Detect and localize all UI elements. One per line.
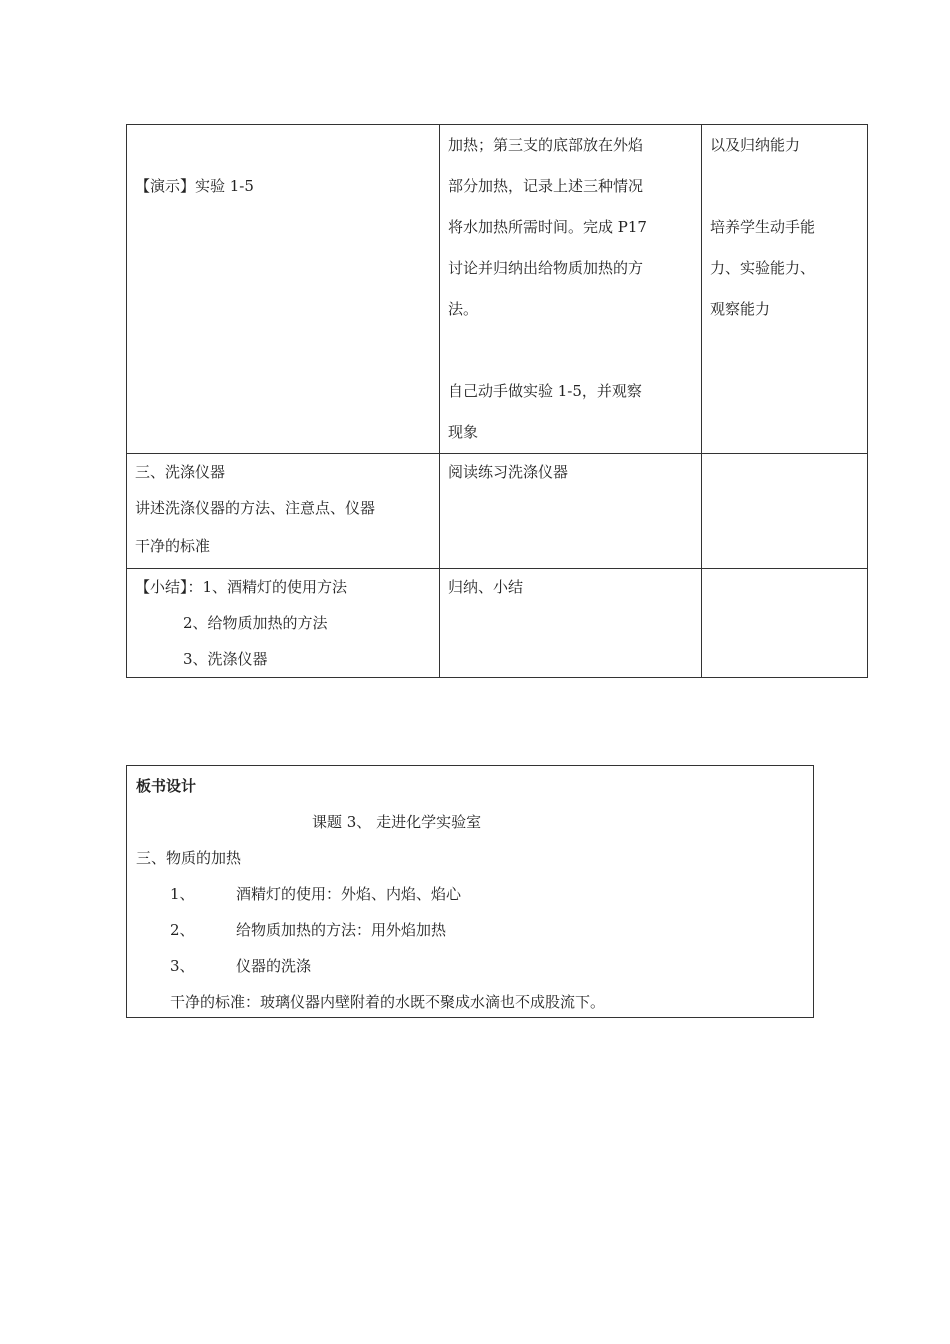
summary-line: 【小结】：1、酒精灯的使用方法 [135,578,348,596]
summary-line: 2、给物质加热的方法 [183,614,328,632]
table-cell [702,125,868,454]
board-section: 三、物质的加热 [136,849,242,867]
board-item-number: 2、 [170,921,195,939]
table-cell [127,569,440,678]
cell-line: 讨论并归纳出给物质加热的方 [448,259,644,277]
board-item-text: 仪器的洗涤 [236,957,312,975]
summary-line: 3、洗涤仪器 [183,650,268,668]
board-item-text: 酒精灯的使用：外焰、内焰、焰心 [236,885,462,903]
board-item [136,912,804,948]
table-cell [440,454,702,569]
board-design-box [126,765,814,1018]
cell-line: 力、实验能力、 [710,259,816,277]
board-item-number: 3、 [170,957,195,975]
board-item [136,876,804,912]
cell-line: 以及归纳能力 [710,136,801,154]
cell-line: 现象 [448,423,479,441]
table-cell [440,125,702,454]
table-row [127,125,868,454]
cell-line: 加热；第三支的底部放在外焰 [448,136,644,154]
lesson-table [126,124,868,678]
section-heading: 三、洗涤仪器 [135,463,226,481]
table-cell [440,569,702,678]
cell-line: 自己动手做实验 1-5，并观察 [448,382,642,400]
demo-label: 【演示】实验 1-5 [135,177,254,195]
cell-line: 讲述洗涤仪器的方法、注意点、仪器 [135,499,376,517]
board-title: 板书设计 [136,777,197,795]
board-standard: 干净的标准：玻璃仪器内壁附着的水既不聚成水滴也不成股流下。 [170,993,606,1011]
cell-line: 部分加热，记录上述三种情况 [448,177,644,195]
cell-line: 干净的标准 [135,537,211,555]
board-item [136,948,804,984]
board-item-number: 1、 [170,885,195,903]
cell-line: 阅读练习洗涤仪器 [448,463,569,481]
table-cell [127,125,440,454]
cell-line: 归纳、小结 [448,578,524,596]
board-item-text: 给物质加热的方法：用外焰加热 [236,921,447,939]
table-cell [702,454,868,569]
table-cell [702,569,868,678]
table-cell [127,454,440,569]
cell-line: 培养学生动手能 [710,218,816,236]
cell-line: 观察能力 [710,300,771,318]
table-row [127,454,868,569]
board-heading: 课题 3、 走进化学实验室 [312,813,482,831]
cell-line: 将水加热所需时间。完成 P17 [448,218,647,236]
cell-line: 法。 [448,300,479,318]
table-row [127,569,868,678]
